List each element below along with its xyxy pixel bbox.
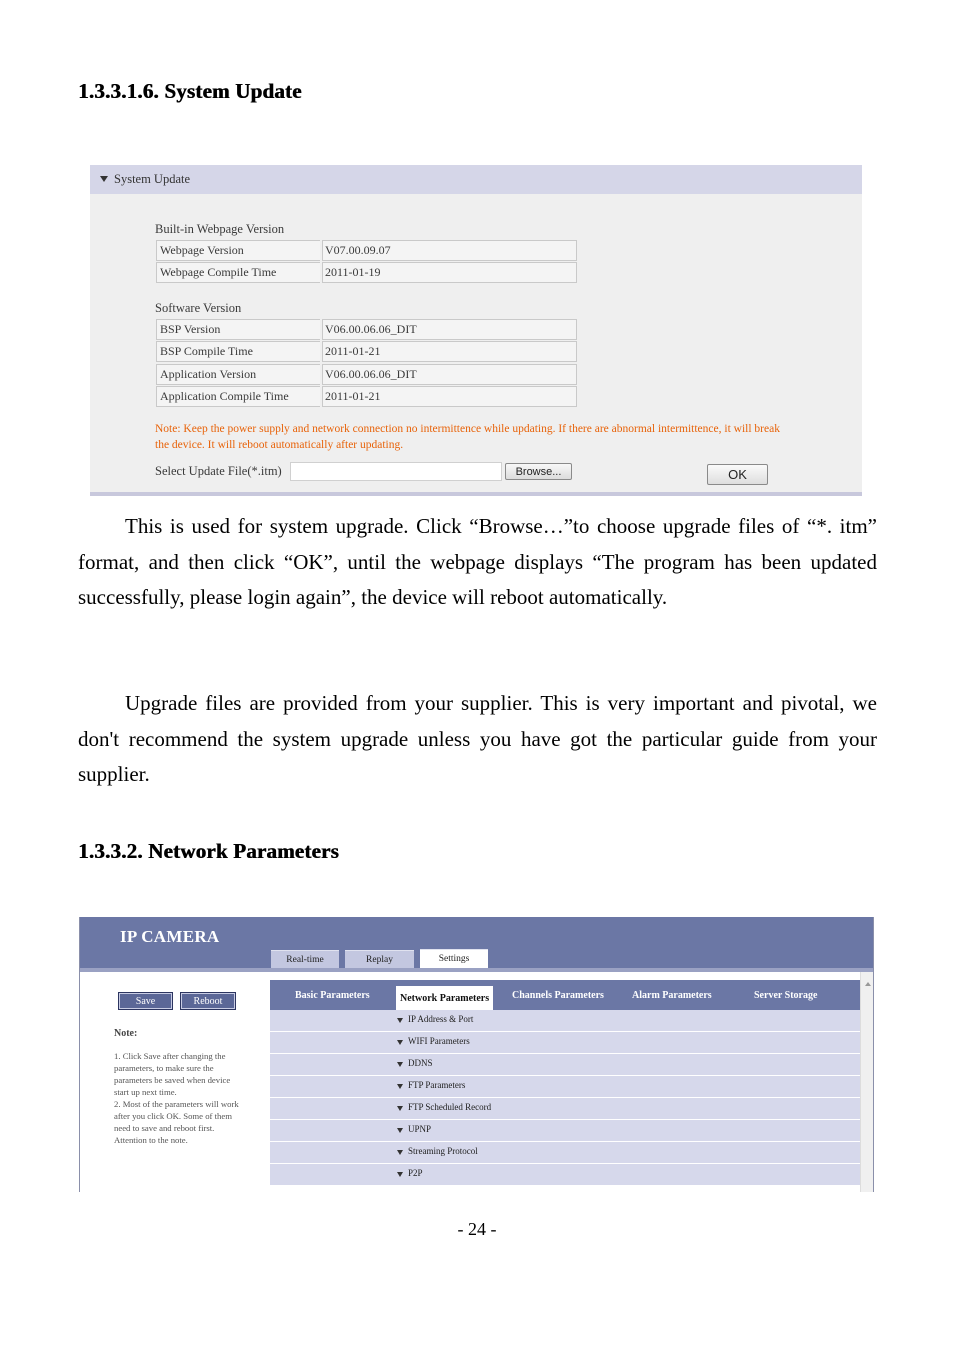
param-row-wifi-parameters[interactable] [270, 1032, 860, 1054]
note-body: 1. Click Save after changing the parameters, to make sure the parameters be saved when device start up next time. 2. Most of the parameters will work after you click OK. Some of them need to save and reboot first. Attention to the note. [114, 1051, 239, 1145]
info-key: Webpage Compile Time [156, 262, 320, 283]
scroll-up-arrow-icon[interactable] [865, 982, 871, 986]
expand-triangle-icon [397, 1040, 403, 1045]
app-header [80, 917, 874, 968]
info-row [156, 341, 577, 363]
ok-button[interactable]: OK [707, 464, 768, 485]
reboot-button[interactable]: Reboot [180, 992, 236, 1010]
param-row-ftp-parameters[interactable] [270, 1076, 860, 1098]
info-key: Application Compile Time [156, 386, 320, 407]
param-row-ip-address-port[interactable] [270, 1010, 860, 1032]
info-value: V06.00.06.06_DIT [322, 364, 577, 385]
software-version-label: Software Version [155, 301, 242, 315]
info-value: V06.00.06.06_DIT [322, 319, 577, 340]
info-key: BSP Version [156, 319, 320, 340]
info-value: 2011-01-21 [322, 386, 577, 407]
expand-triangle-icon [397, 1062, 403, 1067]
param-row-label: WIFI Parameters [408, 1036, 470, 1046]
param-row-p2p[interactable] [270, 1164, 860, 1186]
param-row-label: FTP Scheduled Record [408, 1102, 492, 1112]
body-paragraph: This is used for system upgrade. Click “Browse…”to choose upgrade files of “*. itm” format, and then click “OK”, until the webpage displays “The program has been updated successfully, please login again”, the device will reboot automatically. [78, 514, 877, 609]
expand-triangle-icon [397, 1128, 403, 1133]
expand-triangle-icon [397, 1150, 403, 1155]
section-heading-network-parameters: 1.3.3.2. Network Parameters [78, 839, 339, 863]
param-row-label: Streaming Protocol [408, 1146, 478, 1156]
subtab-server-storage[interactable]: Server Storage [754, 990, 818, 1001]
note-heading: Note: [114, 1028, 138, 1039]
system-update-screenshot [90, 165, 862, 496]
expand-triangle-icon [397, 1084, 403, 1089]
body-paragraph: Upgrade files are provided from your supplier. This is very important and pivotal, we don't recommend the system upgrade unless you have got the particular guide from your supplier. [78, 691, 877, 786]
tab-real-time[interactable]: Real-time [271, 950, 339, 969]
param-row-upnp[interactable] [270, 1120, 860, 1142]
select-file-label: Select Update File(*.itm) [155, 464, 282, 478]
expand-triangle-icon [397, 1018, 403, 1023]
update-file-input[interactable] [290, 462, 502, 481]
param-row-label: P2P [408, 1168, 423, 1178]
subtab-channels-parameters[interactable]: Channels Parameters [512, 990, 604, 1001]
vertical-scrollbar[interactable] [860, 972, 874, 1192]
note-line: the device. It will reboot automatically after updating. [155, 439, 404, 451]
info-key: Application Version [156, 364, 320, 385]
network-parameters-screenshot [79, 917, 874, 1192]
tab-settings[interactable]: Settings [420, 949, 488, 969]
expand-triangle-icon [397, 1106, 403, 1111]
subtab-alarm-parameters[interactable]: Alarm Parameters [632, 990, 712, 1001]
subtab-network-parameters[interactable]: Network Parameters [396, 986, 493, 1010]
info-row [156, 364, 577, 386]
save-button[interactable]: Save [118, 992, 173, 1010]
info-row [156, 386, 577, 408]
note-line: Note: Keep the power supply and network connection no intermittence while updating. If there are abnormal intermittence, it will break [155, 423, 780, 435]
subtab-basic-parameters[interactable]: Basic Parameters [295, 990, 370, 1001]
update-warning-note [155, 421, 855, 453]
info-row [156, 240, 577, 262]
brand-logo-text: IP CAMERA [120, 927, 220, 946]
left-sidebar [80, 972, 270, 1192]
param-row-ddns[interactable] [270, 1054, 860, 1076]
info-value: 2011-01-21 [322, 341, 577, 362]
param-row-streaming-protocol[interactable] [270, 1142, 860, 1164]
info-key: Webpage Version [156, 240, 320, 261]
collapse-triangle-icon [100, 176, 108, 182]
system-update-panel-header[interactable] [90, 165, 862, 194]
param-row-label: DDNS [408, 1058, 433, 1068]
param-row-label: IP Address & Port [408, 1014, 474, 1024]
panel-title: System Update [114, 172, 191, 186]
tab-replay[interactable]: Replay [345, 950, 414, 969]
info-value: 2011-01-19 [322, 262, 577, 283]
info-value: V07.00.09.07 [322, 240, 577, 261]
section-heading-system-update: 1.3.3.1.6. System Update [78, 79, 302, 103]
expand-triangle-icon [397, 1172, 403, 1177]
info-key: BSP Compile Time [156, 341, 320, 362]
param-row-ftp-scheduled-record[interactable] [270, 1098, 860, 1120]
settings-main-panel [270, 972, 860, 1192]
info-row [156, 319, 577, 341]
param-row-label: UPNP [408, 1124, 432, 1134]
settings-subnav [270, 980, 860, 1010]
browse-button[interactable]: Browse... [505, 463, 572, 480]
builtin-webpage-version-label: Built-in Webpage Version [155, 222, 285, 236]
param-row-label: FTP Parameters [408, 1080, 466, 1090]
page-number: - 24 - [457, 1219, 497, 1239]
info-row [156, 262, 577, 284]
